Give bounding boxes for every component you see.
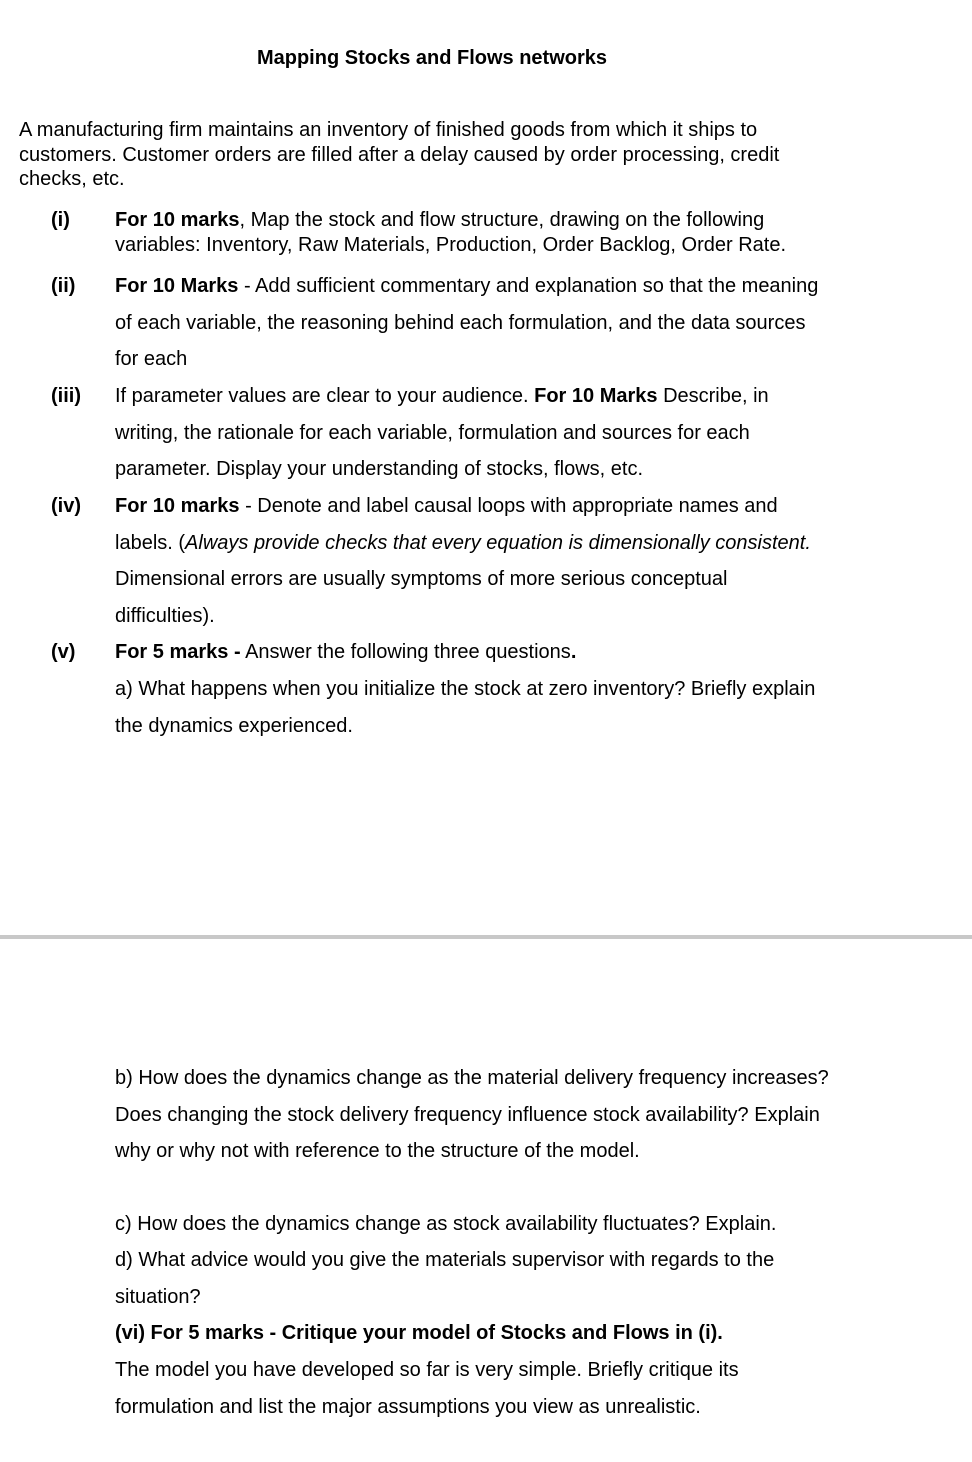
task-description-start: - Denote and label causal loops with appropriate names and labels. ( — [115, 495, 778, 554]
task-description: , Map the stock and flow structure, drawing on the following variables: Inventory, Raw Materials, Production, Order Backlog, Order Rate. — [115, 209, 787, 256]
task-number: (ii) — [51, 275, 76, 297]
task-marks: For 5 marks - — [115, 641, 241, 663]
task-text — [115, 378, 830, 488]
critique-heading: (vi) For 5 marks - Critique your model of Stocks and Flows in (i). — [115, 1322, 723, 1344]
task-description: - Add sufficient commentary and explanation so that the meaning of each variable, the reasoning behind each formulation, and the data sources for each — [115, 275, 819, 370]
task-text — [115, 268, 830, 378]
task-text — [115, 488, 830, 634]
question-d: d) What advice would you give the materials supervisor with regards to the situation? — [115, 1249, 775, 1308]
task-description-end: Dimensional errors are usually symptoms of more serious conceptual difficulties). — [115, 568, 728, 627]
task-description-end: Describe, in writing, the rationale for each variable, formulation and sources for each parameter. Display your understanding of stocks, flows, etc. — [115, 385, 769, 480]
task-marks: For 10 marks — [115, 495, 240, 517]
task-number: (v) — [51, 641, 76, 663]
task-marks: For 10 marks — [115, 209, 240, 231]
page-break — [0, 935, 972, 939]
task-marks: For 10 Marks — [534, 385, 658, 407]
task-description: Answer the following three questions — [240, 641, 571, 663]
task-number: (iii) — [51, 385, 81, 407]
question-a: a) What happens when you initialize the stock at zero inventory? Briefly explain the dynamics experienced. — [115, 678, 816, 737]
task-text — [115, 208, 830, 257]
task-text — [115, 634, 830, 671]
question-c: c) How does the dynamics change as stock availability fluctuates? Explain. — [115, 1213, 777, 1235]
document-title: Mapping Stocks and Flows networks — [256, 47, 608, 69]
critique-text: The model you have developed so far is very simple. Briefly critique its formulation and list the major assumptions you view as unrealistic. — [115, 1359, 739, 1418]
task-number: (i) — [51, 209, 70, 231]
intro-paragraph: A manufacturing firm maintains an inventory of finished goods from which it ships to customers. Customer orders are filled after a delay caused by order processing, credit checks, etc. — [19, 119, 780, 190]
task-marks: For 10 Marks — [115, 275, 239, 297]
question-b: b) How does the dynamics change as the material delivery frequency increases? Does changing the stock delivery frequency influence stock availability? Explain why or why not with reference to the structure of the model. — [115, 1067, 829, 1162]
task-number: (iv) — [51, 495, 81, 517]
task-description-start: If parameter values are clear to your audience. — [115, 385, 535, 407]
task-note-italic: Always provide checks that every equation is dimensionally consistent. — [185, 531, 811, 554]
task-trailing: . — [570, 641, 577, 663]
